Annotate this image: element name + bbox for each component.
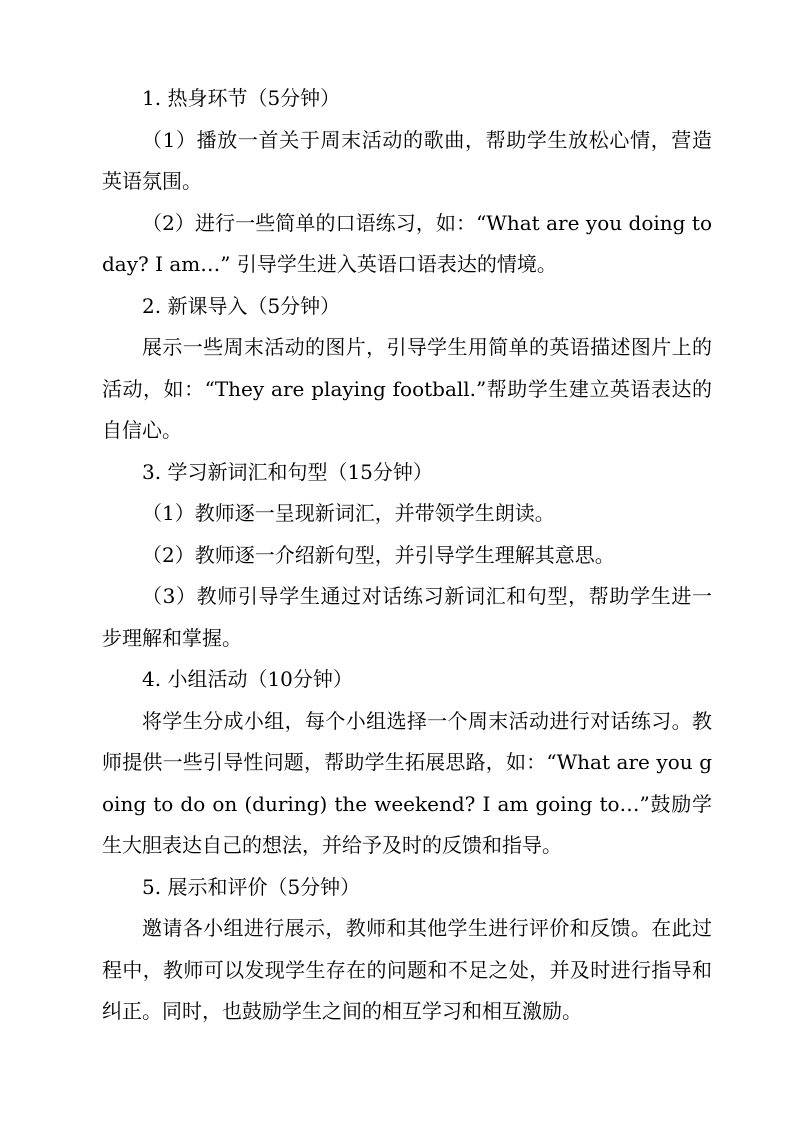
- vocabulary-step-1: （1）教师逐一呈现新词汇，并带领学生朗读。: [142, 501, 555, 525]
- section-heading-group-activity: 4. 小组活动（10分钟）: [142, 667, 353, 691]
- lead-in-text: 展示一些周末活动的图片，引导学生用简单的英语描述图片上的活动，如：“They are playing football.”帮助学生建立英语表达的自信心。: [102, 335, 712, 442]
- vocabulary-step-2: （2）教师逐一介绍新句型，并引导学生理解其意思。: [142, 542, 615, 567]
- section-heading-presentation: 5. 展示和评价（5分钟）: [142, 874, 361, 899]
- warmup-step-2: （2）进行一些简单的口语练习，如：“What are you doing today? I am…” 引导学生进入英语口语表达的情境。: [102, 210, 712, 276]
- document-page: [102, 78, 712, 1033]
- section-heading-warmup: 1. 热身环节（5分钟）: [142, 86, 341, 110]
- vocabulary-step-3: （3）教师引导学生通过对话练习新词汇和句型，帮助学生进一步理解和掌握。: [102, 584, 712, 650]
- warmup-step-1: （1）播放一首关于周末活动的歌曲，帮助学生放松心情，营造英语氛围。: [102, 127, 712, 193]
- section-heading-lead-in: 2. 新课导入（5分钟）: [142, 293, 341, 318]
- section-heading-vocabulary: 3. 学习新词汇和句型（15分钟）: [142, 459, 433, 484]
- group-activity-text: 将学生分成小组，每个小组选择一个周末活动进行对话练习。教师提供一些引导性问题，帮助学生拓展思路，如：“What are you going to do on (during) the weekend? I am going to…”鼓励学生大胆表达自己的想法，并给予及时的反馈和指导。: [102, 708, 712, 857]
- presentation-text: 邀请各小组进行展示，教师和其他学生进行评价和反馈。在此过程中，教师可以发现学生存在的问题和不足之处，并及时进行指导和纠正。同时，也鼓励学生之间的相互学习和相互激励。: [102, 916, 712, 1023]
